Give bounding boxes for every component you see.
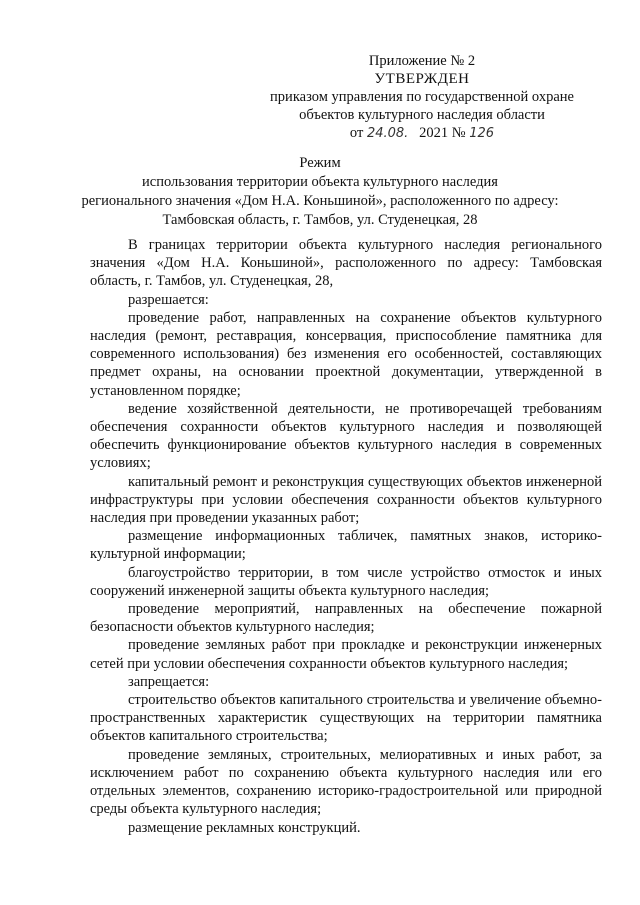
paragraph-allowed-3: капитальный ремонт и реконструкция существующих объектов инженерной инфраструктуры при условии обеспечения сохранности объектов культурного наследия при проведении указанных работ; xyxy=(90,473,602,527)
approval-header xyxy=(252,52,592,143)
appendix-label: Приложение № 2 xyxy=(368,53,476,69)
order-date-line xyxy=(252,124,592,143)
title-line-4: Тамбовская область, г. Тамбов, ул. Студенецкая, 28 xyxy=(162,212,478,228)
paragraph-allowed-7: проведение земляных работ при прокладке и реконструкции инженерных сетей при условии обеспечения сохранности объектов культурного наследия; xyxy=(90,637,602,672)
order-year: 2021 № xyxy=(419,125,466,141)
paragraph-forbidden-2: проведение земляных, строительных, мелиоративных и иных работ, за исключением работ по сохранению объекта культурного наследия или его отдельных элементов, сохранению историко-градостроительной или природной среды объекта культурного наследия; xyxy=(90,746,602,818)
handwritten-date: 24.08. xyxy=(366,126,409,141)
order-line-2: объектов культурного наследия области xyxy=(299,107,545,123)
title-line-1: Режим xyxy=(299,155,341,171)
paragraph-intro: В границах территории объекта культурного наследия регионального значения «Дом Н.А. Коньшиной», расположенного по адресу: Тамбовская область, г. Тамбов, ул. Студенецкая, 28, xyxy=(90,237,602,290)
approved-label: УТВЕРЖДЕН xyxy=(374,71,470,87)
order-line-1: приказом управления по государственной охране xyxy=(270,89,574,105)
document-body xyxy=(90,236,602,837)
paragraph-allowed-1: проведение работ, направленных на сохранение объектов культурного наследия (ремонт, реставрация, консервация, приспособление памятника для современного использования) без изменения его особенностей, составляющих предмет охраны, на основании проектной документации, утвержденной в установленном порядке; xyxy=(90,309,602,399)
handwritten-number: 126 xyxy=(469,126,495,141)
title-line-3: регионального значения «Дом Н.А. Коньшиной», расположенного по адресу: xyxy=(81,193,559,209)
paragraph-forbidden-3: размещение рекламных конструкций. xyxy=(128,819,361,836)
document-title xyxy=(60,154,580,230)
paragraph-allowed-5: благоустройство территории, в том числе устройство отмосток и иных сооружений инженерной защиты объекта культурного наследия; xyxy=(90,564,602,599)
paragraph-forbidden-heading: запрещается: xyxy=(128,673,210,690)
date-prefix: от xyxy=(349,125,364,141)
paragraph-forbidden-1: строительство объектов капитального строительства и увеличение объемно-пространственных характеристик существующих на территории памятника объектов капитального строительства; xyxy=(90,692,602,745)
paragraph-allowed-2: ведение хозяйственной деятельности, не противоречащей требованиям обеспечения сохранности объектов культурного наследия и позволяющей обеспечить функционирование объектов культурного наследия в современных условиях; xyxy=(90,400,602,472)
paragraph-allowed-4: размещение информационных табличек, памятных знаков, историко-культурной информации; xyxy=(90,528,602,563)
paragraph-allowed-heading: разрешается: xyxy=(128,291,209,308)
paragraph-allowed-6: проведение мероприятий, направленных на обеспечение пожарной безопасности объектов культурного наследия; xyxy=(90,601,602,636)
title-line-2: использования территории объекта культурного наследия xyxy=(142,174,498,190)
